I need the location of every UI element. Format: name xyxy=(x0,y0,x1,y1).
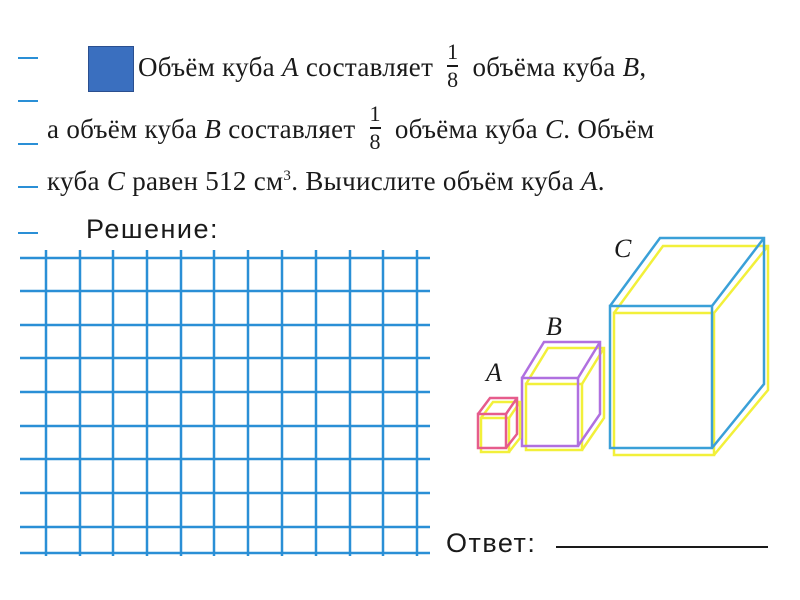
problem-text: , xyxy=(639,52,647,83)
variable-b: B xyxy=(622,52,640,83)
variable-c: C xyxy=(544,114,564,145)
problem-text: равен 512 см xyxy=(125,166,284,196)
fraction-denominator: 8 xyxy=(369,129,381,154)
problem-text: составляет xyxy=(298,52,434,83)
fraction-numerator: 1 xyxy=(447,39,459,64)
answer-input-line[interactable] xyxy=(556,546,768,548)
cube-b xyxy=(522,342,604,450)
problem-text: составляет xyxy=(221,114,356,145)
problem-text: объёма куба xyxy=(472,52,623,83)
cube-b-label: B xyxy=(546,312,562,341)
problem-text: . xyxy=(597,166,605,196)
fraction-denominator: 8 xyxy=(447,67,459,92)
cube-c-label: C xyxy=(614,234,632,263)
variable-c: C xyxy=(106,166,126,196)
superscript: 3 xyxy=(283,168,292,184)
variable-b: B xyxy=(204,114,222,145)
problem-text: . Объём xyxy=(563,114,655,145)
problem-text: куба xyxy=(47,166,107,196)
solution-heading: Решение: xyxy=(86,214,220,244)
cube-a-label: A xyxy=(486,358,502,387)
variable-a: A xyxy=(282,52,299,83)
problem-text: . Вычислите объём куба xyxy=(291,166,581,196)
problem-text: Объём куба xyxy=(138,52,282,83)
cube-c xyxy=(610,238,768,455)
problem-text: объёма куба xyxy=(394,114,545,145)
problem-text: а объём куба xyxy=(47,114,205,145)
fraction-numerator: 1 xyxy=(369,101,381,126)
answer-label: Ответ: xyxy=(446,528,537,558)
cube-a xyxy=(478,398,520,452)
variable-a: A xyxy=(580,166,598,196)
